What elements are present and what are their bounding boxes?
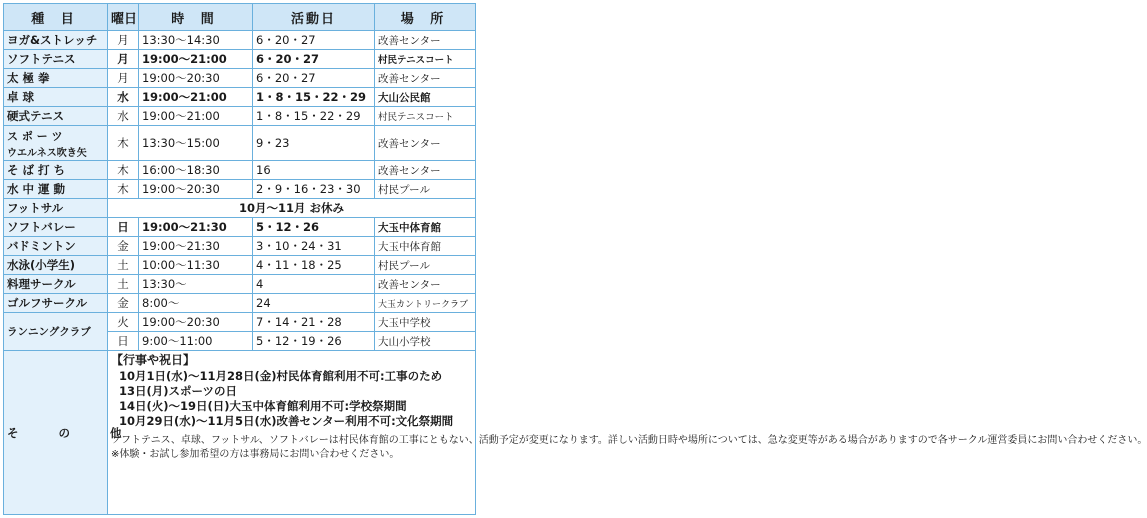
table-row — [4, 313, 476, 332]
header-activity: 種 目 — [4, 4, 108, 31]
activity-name: そ ば 打 ち — [4, 161, 108, 180]
activity-name: ヨガ&ストレッチ — [4, 31, 108, 50]
activity-time: 10:00〜11:30 — [139, 256, 253, 275]
activity-time: 19:00〜20:30 — [139, 180, 253, 199]
activity-name: 水泳(小学生) — [4, 256, 108, 275]
activity-place: 大玉カントリークラブ — [375, 294, 476, 313]
header-day: 曜日 — [108, 4, 139, 31]
activity-day: 日 — [108, 332, 139, 351]
activity-day: 月 — [108, 69, 139, 88]
activity-place: 村民テニスコート — [375, 107, 476, 126]
activity-time: 13:30〜14:30 — [139, 31, 253, 50]
activity-name-line1: ス ポ ー ツ — [7, 129, 63, 143]
activity-dates: 9・23 — [253, 126, 375, 161]
activity-day: 木 — [108, 180, 139, 199]
activity-place: 大山小学校 — [375, 332, 476, 351]
closed-notice: 10月〜11月 お休み — [108, 199, 476, 218]
activity-name: ランニングクラブ — [4, 313, 108, 351]
activity-place: 改善センター — [375, 275, 476, 294]
activity-name: ソフトテニス — [4, 50, 108, 69]
activity-day: 月 — [108, 31, 139, 50]
table-row — [4, 50, 476, 69]
table-row — [4, 31, 476, 50]
activity-name: バドミントン — [4, 237, 108, 256]
activity-dates: 16 — [253, 161, 375, 180]
activity-place: 改善センター — [375, 31, 476, 50]
table-row — [4, 237, 476, 256]
activity-name: ソフトバレー — [4, 218, 108, 237]
table-row — [4, 88, 476, 107]
activity-day: 金 — [108, 294, 139, 313]
activity-time: 19:00〜20:30 — [139, 313, 253, 332]
activity-time: 9:00〜11:00 — [139, 332, 253, 351]
event-item: 14日(火)〜19日(日)大玉中体育館利用不可:学校祭期間 — [119, 399, 407, 413]
activity-dates: 6・20・27 — [253, 69, 375, 88]
activity-time: 19:00〜21:00 — [139, 107, 253, 126]
other-notes — [108, 351, 1147, 515]
activity-place: 村民テニスコート — [375, 50, 476, 69]
activity-name: ゴルフサークル — [4, 294, 108, 313]
activity-time: 16:00〜18:30 — [139, 161, 253, 180]
activity-dates: 5・12・19・26 — [253, 332, 375, 351]
header-time: 時 間 — [139, 4, 253, 31]
activity-name — [4, 126, 108, 161]
footnote: ※体験・お試し参加希望の方は事務局にお問い合わせください。 — [111, 449, 400, 460]
activity-place: 村民プール — [375, 256, 476, 275]
activity-dates: 7・14・21・28 — [253, 313, 375, 332]
activity-day: 水 — [108, 88, 139, 107]
activity-dates: 2・9・16・23・30 — [253, 180, 375, 199]
activity-time: 19:00〜21:00 — [139, 50, 253, 69]
header-place: 場 所 — [375, 4, 476, 31]
activity-dates: 5・12・26 — [253, 218, 375, 237]
activity-time: 19:00〜21:00 — [139, 88, 253, 107]
activity-dates: 4・11・18・25 — [253, 256, 375, 275]
activity-day: 土 — [108, 275, 139, 294]
activity-time: 19:00〜21:30 — [139, 218, 253, 237]
activity-time: 13:30〜15:00 — [139, 126, 253, 161]
activity-day: 月 — [108, 50, 139, 69]
activity-name: 料理サークル — [4, 275, 108, 294]
activity-place: 大玉中体育館 — [375, 237, 476, 256]
activity-place: 改善センター — [375, 161, 476, 180]
activity-time: 19:00〜21:30 — [139, 237, 253, 256]
activity-day: 日 — [108, 218, 139, 237]
table-row — [4, 294, 476, 313]
event-item: 13日(月)スポーツの日 — [119, 384, 238, 398]
activity-name: フットサル — [4, 199, 108, 218]
header-row — [4, 4, 476, 31]
activity-dates: 6・20・27 — [253, 50, 375, 69]
activity-place: 改善センター — [375, 126, 476, 161]
activity-dates: 1・8・15・22・29 — [253, 88, 375, 107]
activity-dates: 4 — [253, 275, 375, 294]
other-label: そ の 他 — [4, 351, 108, 515]
activity-time: 13:30〜 — [139, 275, 253, 294]
activity-name: 硬式テニス — [4, 107, 108, 126]
table-row — [4, 161, 476, 180]
table-row — [4, 107, 476, 126]
events-title: 【行事や祝日】 — [111, 353, 196, 367]
activity-place: 村民プール — [375, 180, 476, 199]
activity-name: 卓 球 — [4, 88, 108, 107]
table-row — [4, 218, 476, 237]
event-item: 10月29日(水)〜11月5日(水)改善センター利用不可:文化祭期間 — [119, 414, 454, 428]
activity-dates: 1・8・15・22・29 — [253, 107, 375, 126]
table-row — [4, 199, 476, 218]
table-row — [4, 275, 476, 294]
activity-place: 大玉中体育館 — [375, 218, 476, 237]
activity-name: 水 中 運 動 — [4, 180, 108, 199]
schedule-table — [3, 3, 1147, 515]
activity-dates: 24 — [253, 294, 375, 313]
header-dates: 活動日 — [253, 4, 375, 31]
activity-time: 19:00〜20:30 — [139, 69, 253, 88]
activity-name-line2: ウエルネス吹き矢 — [7, 147, 87, 159]
activity-day: 金 — [108, 237, 139, 256]
event-item: 10月1日(水)〜11月28日(金)村民体育館利用不可:工事のため — [119, 369, 443, 383]
activity-time: 8:00〜 — [139, 294, 253, 313]
table-row — [4, 69, 476, 88]
activity-day: 火 — [108, 313, 139, 332]
table-row — [4, 126, 476, 161]
activity-day: 水 — [108, 107, 139, 126]
activity-day: 木 — [108, 161, 139, 180]
other-row — [4, 351, 476, 515]
activity-place: 大山公民館 — [375, 88, 476, 107]
activity-place: 大玉中学校 — [375, 313, 476, 332]
activity-place: 改善センター — [375, 69, 476, 88]
change-note: ソフトテニス、卓球、フットサル、ソフトバレーは村民体育館の工事にともない、活動予定が変更になります。詳しい活動日時や場所については、急な変更等がある場合がありますので各サークル運営委員にお問い合わせください。 — [111, 435, 1147, 446]
table-row — [4, 180, 476, 199]
activity-dates: 6・20・27 — [253, 31, 375, 50]
table-row — [4, 256, 476, 275]
activity-name: 太 極 拳 — [4, 69, 108, 88]
activity-dates: 3・10・24・31 — [253, 237, 375, 256]
activity-day: 木 — [108, 126, 139, 161]
activity-day: 土 — [108, 256, 139, 275]
